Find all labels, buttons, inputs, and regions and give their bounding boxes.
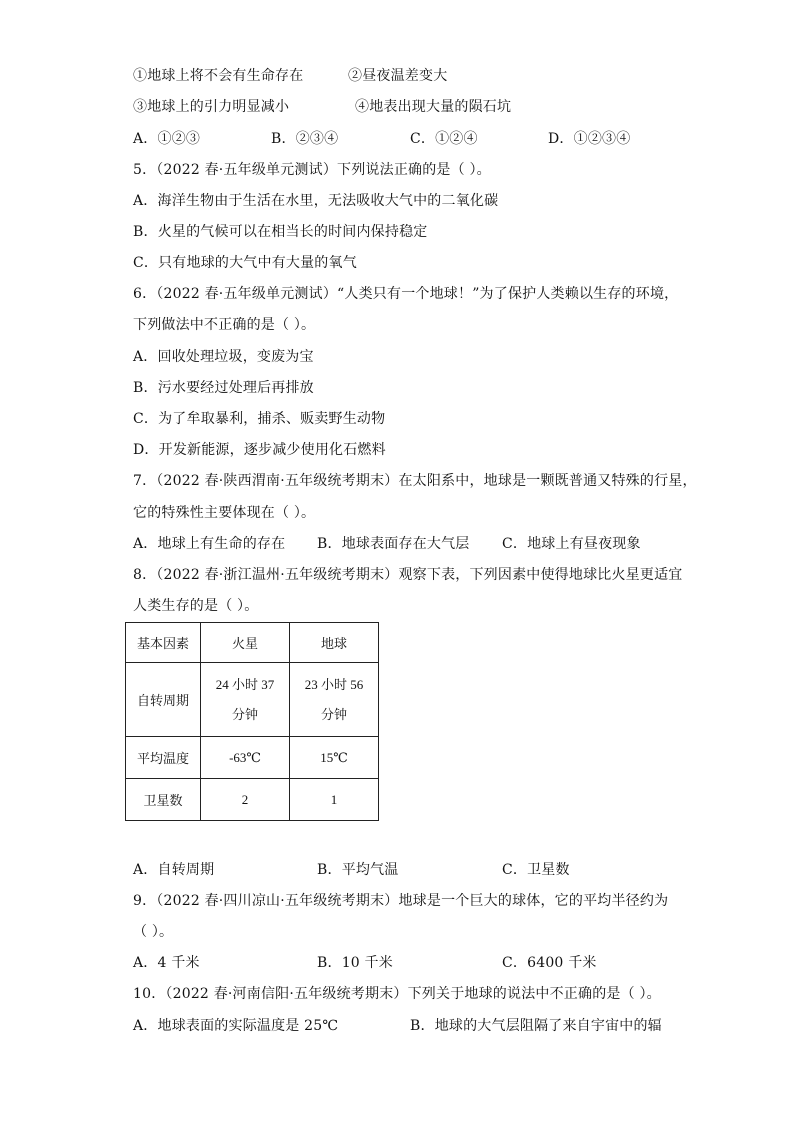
earth-satellites: 1 (290, 779, 379, 821)
mars-temperature: -63℃ (201, 737, 290, 779)
q8-option-b[interactable]: B．平均气温 (317, 862, 399, 878)
q10-option-a[interactable]: A．地球表面的实际温度是 25℃ (133, 1018, 339, 1034)
q7-option-c[interactable]: C．地球上有昼夜现象 (502, 536, 641, 552)
q7-stem-line-2: 它的特殊性主要体现在（ ）。 (133, 505, 316, 521)
q4-option-b[interactable]: B．②③④ (271, 131, 339, 147)
mars-rotation-line-1: 24 小时 37 (215, 676, 275, 692)
q5-stem: 5．（2022 春·五年级单元测试）下列说法正确的是（ ）。 (133, 162, 491, 178)
q10-option-b[interactable]: B．地球的大气层阻隔了来自宇宙中的辐 (410, 1018, 662, 1034)
q9-option-c[interactable]: C．6400 千米 (502, 955, 597, 971)
q9-option-a[interactable]: A．4 千米 (133, 955, 200, 971)
q4-option-a[interactable]: A．①②③ (133, 131, 201, 147)
q6-option-c[interactable]: C．为了牟取暴利，捕杀、贩卖野生动物 (133, 411, 386, 427)
q5-option-c[interactable]: C．只有地球的大气中有大量的氧气 (133, 255, 357, 271)
q4-statement-4: ④地表出现大量的陨石坑 (355, 99, 512, 115)
q10-stem: 10．（2022 春·河南信阳·五年级统考期末）下列关于地球的说法中不正确的是（ ）。 (133, 986, 661, 1002)
q4-option-d[interactable]: D．①②③④ (548, 131, 631, 147)
q9-option-b[interactable]: B．10 千米 (317, 955, 393, 971)
q7-option-a[interactable]: A．地球上有生命的存在 (133, 536, 286, 552)
mars-rotation-line-2: 分钟 (231, 706, 258, 722)
q6-option-a[interactable]: A．回收处理垃圾，变废为宝 (133, 349, 314, 365)
q7-stem-line-1: 7．（2022 春·陕西渭南·五年级统考期末）在太阳系中，地球是一颗既普通又特殊的行星， (133, 473, 697, 489)
q4-statement-1: ①地球上将不会有生命存在 (133, 68, 304, 84)
q5-option-b[interactable]: B．火星的气候可以在相当长的时间内保持稳定 (133, 224, 428, 240)
q6-stem-line-1: 6．（2022 春·五年级单元测试）“人类只有一个地球！”为了保护人类赖以生存的环境， (133, 286, 679, 302)
mars-satellites: 2 (201, 779, 290, 821)
table-header-row (126, 623, 379, 663)
table-row (126, 663, 379, 737)
earth-rotation-line-1: 23 小时 56 (304, 676, 364, 692)
q6-option-b[interactable]: B．污水要经过处理后再排放 (133, 380, 314, 396)
q6-option-d[interactable]: D．开发新能源，逐步减少使用化石燃料 (133, 442, 386, 458)
q9-stem-line-1: 9．（2022 春·四川凉山·五年级统考期末）地球是一个巨大的球体，它的平均半径约为 (133, 893, 669, 909)
row-label-temperature: 平均温度 (126, 737, 201, 779)
table-row (126, 737, 379, 779)
q4-statement-3: ③地球上的引力明显减小 (133, 99, 290, 115)
earth-rotation (290, 663, 379, 737)
header-factor: 基本因素 (126, 623, 201, 663)
header-earth: 地球 (290, 623, 379, 663)
table-row (126, 779, 379, 821)
header-mars: 火星 (201, 623, 290, 663)
q4-option-c[interactable]: C．①②④ (410, 131, 478, 147)
q8-stem-line-2: 人类生存的是（ ）。 (133, 598, 259, 614)
q6-stem-line-2: 下列做法中不正确的是（ ）。 (133, 317, 316, 333)
q9-stem-line-2: （ ）。 (133, 924, 174, 940)
row-label-rotation: 自转周期 (126, 663, 201, 737)
mars-earth-table (125, 622, 379, 821)
q5-option-a[interactable]: A．海洋生物由于生活在水里，无法吸收大气中的二氧化碳 (133, 193, 499, 209)
q8-option-c[interactable]: C．卫星数 (502, 862, 570, 878)
q7-option-b[interactable]: B．地球表面存在大气层 (317, 536, 470, 552)
mars-rotation (201, 663, 290, 737)
q4-statement-2: ②昼夜温差变大 (348, 68, 448, 84)
earth-temperature: 15℃ (290, 737, 379, 779)
q8-option-a[interactable]: A．自转周期 (133, 862, 215, 878)
row-label-satellites: 卫星数 (126, 779, 201, 821)
q8-stem-line-1: 8．（2022 春·浙江温州·五年级统考期末）观察下表，下列因素中使得地球比火星更适宜 (133, 567, 683, 583)
earth-rotation-line-2: 分钟 (320, 706, 347, 722)
